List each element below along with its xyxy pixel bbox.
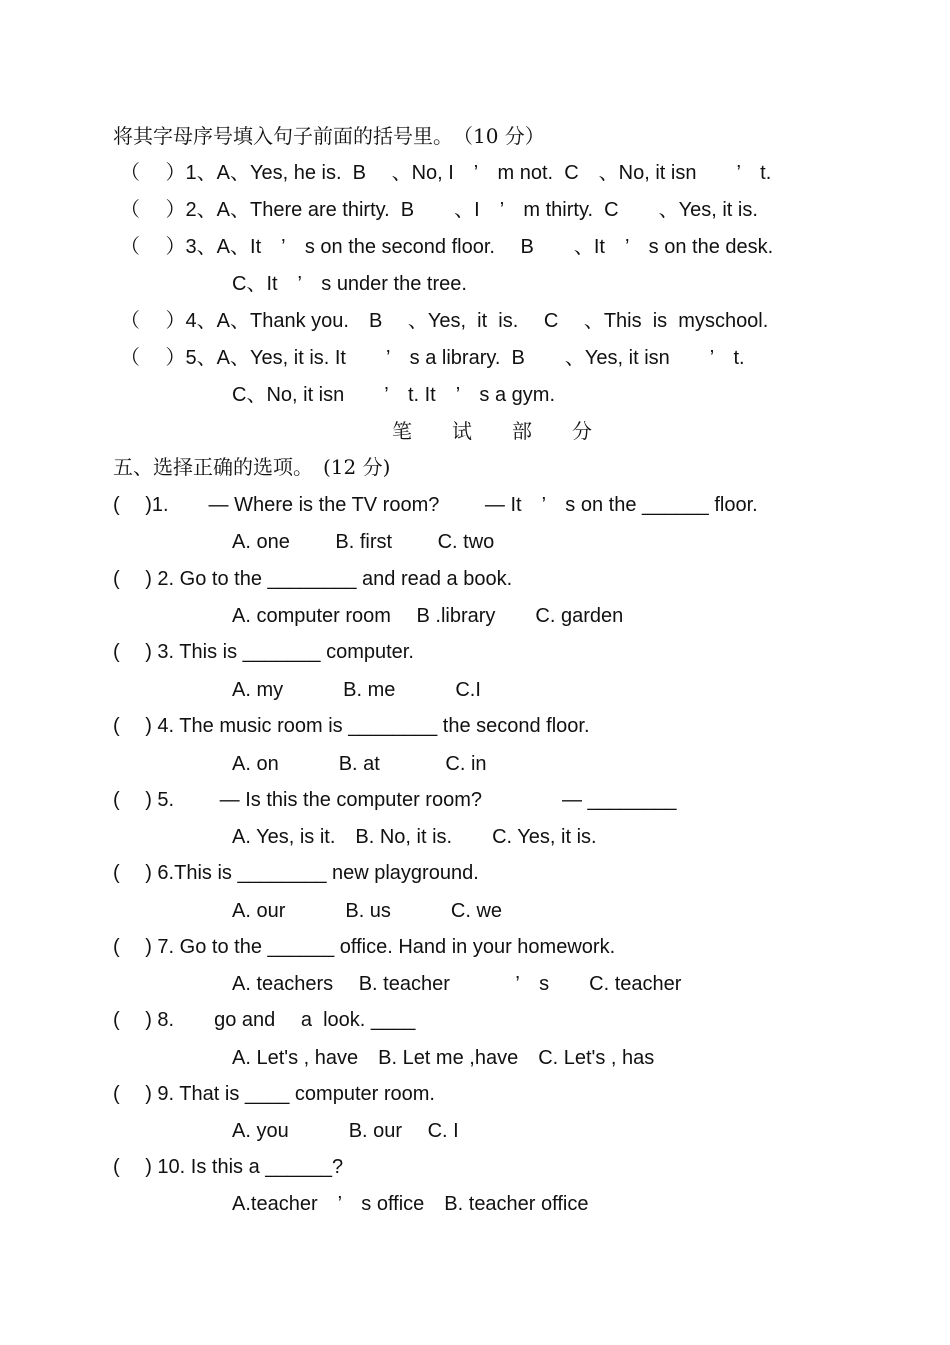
question-5: ( ) 5. — Is this the computer room? — ________ xyxy=(113,789,677,811)
listening-question-2: （ ）2、A、There are thirty. B 、I ’ m thirty. C 、Yes, it is. xyxy=(120,199,758,221)
question-9-options: A. you B. our C. I xyxy=(232,1120,459,1142)
listening-question-5-option-c: C、No, it isn ’ t. It ’ s a gym. xyxy=(232,384,556,406)
listening-question-1: （ ）1、A、Yes, he is. B 、No, I ’ m not. C 、No, it isn ’ t. xyxy=(120,162,772,184)
question-5-options: A. Yes, is it. B. No, it is. C. Yes, it is. xyxy=(232,826,597,848)
question-2-options: A. computer room B .library C. garden xyxy=(232,605,624,627)
question-8-options: A. Let's , have B. Let me ,have C. Let's , has xyxy=(232,1047,655,1069)
question-6-options: A. our B. us C. we xyxy=(232,900,503,922)
question-9: ( ) 9. That is ____ computer room. xyxy=(113,1083,435,1105)
question-7: ( ) 7. Go to the ______ office. Hand in your homework. xyxy=(113,936,616,958)
section-title: 笔 试 部 分 xyxy=(392,419,592,443)
question-4-options: A. on B. at C. in xyxy=(232,753,487,775)
question-6: ( ) 6.This is ________ new playground. xyxy=(113,862,479,884)
question-10: ( ) 10. Is this a ______? xyxy=(113,1156,344,1178)
listening-question-3-option-c: C、It ’ s under the tree. xyxy=(232,273,467,295)
listening-instruction: 将其字母序号填入句子前面的括号里。 （10 分） xyxy=(113,124,545,148)
question-4: ( ) 4. The music room is ________ the second floor. xyxy=(113,715,590,737)
question-3-options: A. my B. me C.I xyxy=(232,679,481,701)
question-7-options: A. teachers B. teacher ’ s C. teacher xyxy=(232,973,682,995)
question-2: ( ) 2. Go to the ________ and read a book. xyxy=(113,568,513,590)
section5-title: 五、选择正确的选项。 (12 分) xyxy=(113,455,391,479)
listening-question-3: （ ）3、A、It ’ s on the second floor. B 、It ’ s on the desk. xyxy=(120,236,774,258)
question-1-options: A. one B. first C. two xyxy=(232,531,495,553)
question-1: ( )1. — Where is the TV room? — It ’ s on the ______ floor. xyxy=(113,494,758,516)
question-10-options: A.teacher ’ s office B. teacher office xyxy=(232,1193,589,1215)
question-3: ( ) 3. This is _______ computer. xyxy=(113,641,414,663)
question-8: ( ) 8. go and a look. ____ xyxy=(113,1009,416,1031)
listening-question-4: （ ）4、A、Thank you. B 、Yes, it is. C 、This is myschool. xyxy=(120,310,769,332)
listening-question-5: （ ）5、A、Yes, it is. It ’ s a library. B 、Yes, it isn ’ t. xyxy=(120,347,745,369)
